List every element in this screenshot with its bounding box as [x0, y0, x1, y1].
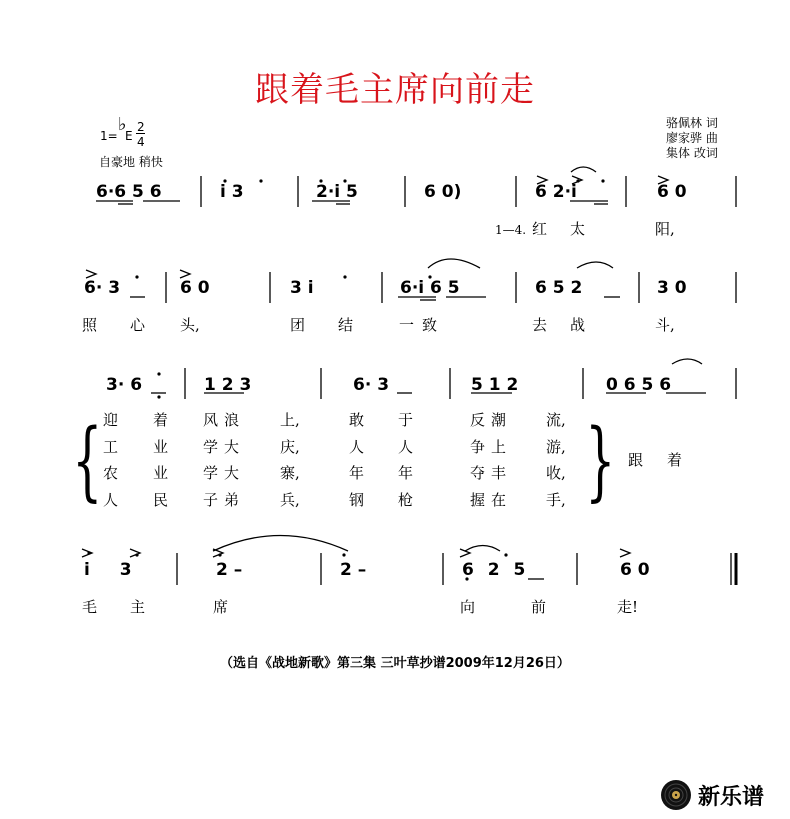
- slur: [577, 262, 613, 268]
- measure-21: 6 2 5: [462, 560, 526, 580]
- lyric: 前: [531, 598, 547, 616]
- lyric: 太: [570, 220, 586, 238]
- accent-mark: [620, 549, 630, 557]
- slur: [672, 359, 702, 364]
- lyric: 团: [290, 316, 306, 334]
- site-logo: [660, 778, 764, 812]
- lyric: 照: [82, 316, 98, 334]
- measure-4: 6 0): [424, 182, 462, 202]
- tempo-marking: 自豪地 稍快: [99, 155, 163, 169]
- accent-mark: [86, 270, 96, 278]
- vinyl-record-icon: [660, 779, 692, 811]
- measure-20: 2 –: [340, 560, 367, 580]
- measure-13: 3· 6: [106, 375, 143, 395]
- accent-mark: [460, 549, 470, 557]
- lyric: 主: [130, 598, 146, 616]
- measure-17: 0 6 5 6: [606, 375, 672, 395]
- measure-16: 5 1 2: [471, 375, 519, 395]
- lyric: 红: [532, 220, 548, 238]
- measure-8: 6 0: [180, 278, 210, 298]
- left-brace: {: [72, 411, 103, 511]
- lyric: 战: [570, 316, 586, 334]
- revision-credit: 集体 改词: [666, 146, 718, 160]
- lyricist-credit: 骆佩林 词: [666, 116, 718, 130]
- measure-7: 6· 3: [84, 278, 121, 298]
- lyric: 毛: [82, 598, 98, 616]
- lyric: 去: [532, 316, 548, 334]
- measure-12: 3 0: [657, 278, 687, 298]
- composer-credit: 廖家骅 曲: [666, 131, 718, 145]
- tie: [571, 167, 596, 172]
- measure-19: 2 –: [216, 560, 243, 580]
- source-footnote: （选自《战地新歌》第三集 三叶草抄谱2009年12月26日）: [220, 656, 570, 671]
- lyric: 走!: [617, 598, 639, 616]
- slur: [428, 259, 480, 268]
- refrain-lyric: 着: [667, 451, 683, 469]
- measure-5: 6 2·i: [535, 182, 577, 202]
- measure-10: 6·i 6 5: [400, 278, 460, 298]
- measure-11: 6 5 2: [535, 278, 583, 298]
- key-signature: 1= ♭ E 2 4: [100, 114, 145, 149]
- measure-18: i 3: [84, 560, 132, 580]
- lyric: 席: [213, 598, 229, 616]
- measure-6: 6 0: [657, 182, 687, 202]
- measure-2: i 3: [220, 182, 244, 202]
- song-title: 跟着毛主席向前走: [255, 70, 535, 110]
- lyric: 头,: [180, 316, 200, 334]
- accent-mark: [180, 270, 190, 278]
- measure-3: 2·i 5: [316, 182, 358, 202]
- measure-22: 6 0: [620, 560, 650, 580]
- lyric: 阳,: [655, 220, 675, 238]
- refrain-lyric: 跟: [628, 451, 644, 469]
- measure-9: 3 i: [290, 278, 314, 298]
- verse-numbers: 1—4.: [495, 223, 527, 237]
- accent-mark: [130, 549, 140, 557]
- measure-14: 1 2 3: [204, 375, 252, 395]
- measure-15: 6· 3: [353, 375, 390, 395]
- lyric: 向: [460, 598, 476, 616]
- accent-mark: [213, 549, 223, 557]
- lyric: 斗,: [655, 316, 675, 334]
- slur: [213, 536, 348, 552]
- lyric: 结: [338, 316, 354, 334]
- logo-text: 新乐谱: [698, 784, 765, 810]
- lyric: 心: [130, 316, 146, 334]
- slur: [465, 546, 500, 552]
- measure-1: 6·6 5 6: [96, 182, 162, 202]
- lyric: 一致: [399, 316, 446, 334]
- right-brace: }: [585, 411, 616, 511]
